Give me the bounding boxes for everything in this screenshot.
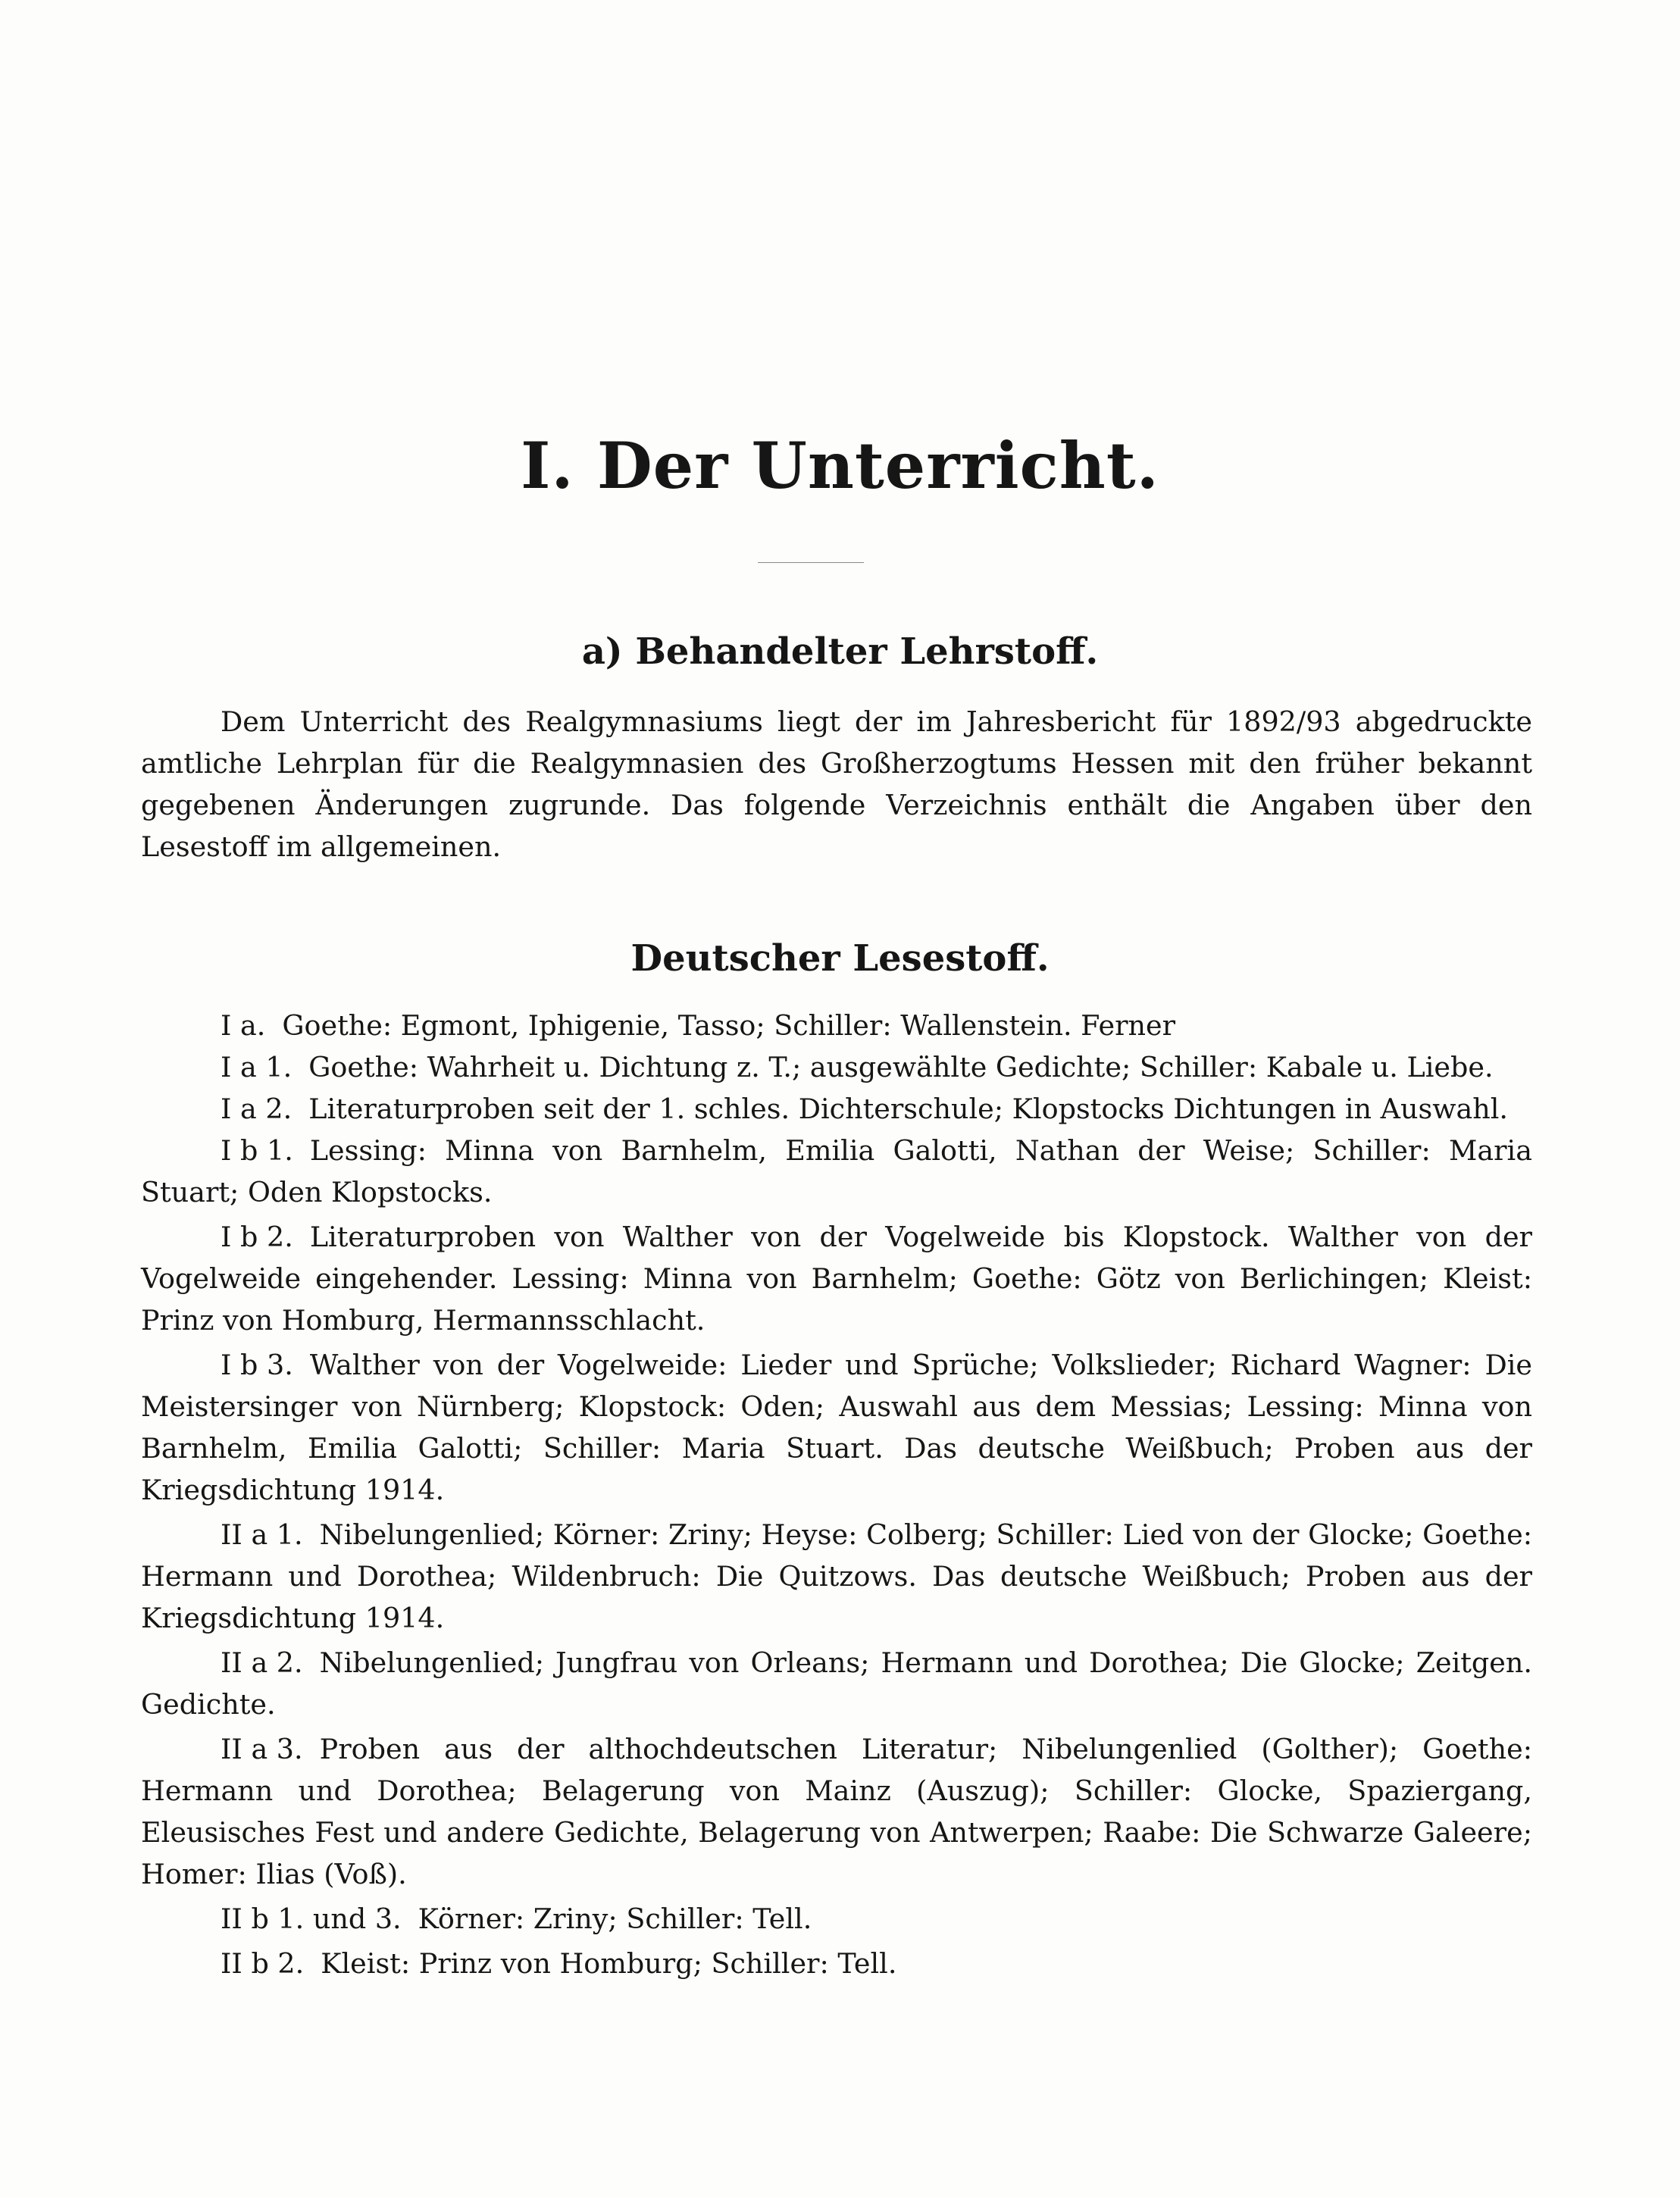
class-label: I a 1. bbox=[221, 1051, 293, 1083]
reading-entry bbox=[141, 1943, 1532, 1984]
reading-entry bbox=[141, 1046, 1532, 1088]
entry-text: Goethe: Wahrheit u. Dichtung z. T.; ausgewählte Gedichte; Schiller: Kabale u. Liebe. bbox=[308, 1051, 1494, 1083]
main-title: I. Der Unterricht. bbox=[521, 428, 1159, 503]
class-label: II b 2. bbox=[221, 1947, 305, 1980]
reading-list bbox=[141, 1005, 1532, 1984]
entry-text: Lessing: Minna von Barnhelm, Emilia Galotti, Nathan der Weise; Schiller: Maria Stuart; Oden Klopstocks. bbox=[141, 1134, 1532, 1208]
reading-entry bbox=[141, 1344, 1532, 1511]
class-label: I a 2. bbox=[221, 1093, 293, 1125]
class-label: II a 3. bbox=[221, 1733, 303, 1765]
entry-text: Goethe: Egmont, Iphigenie, Tasso; Schiller: Wallenstein. Ferner bbox=[282, 1009, 1176, 1042]
entry-text: Proben aus der althochdeutschen Literatur; Nibelungenlied (Golther); Goethe: Hermann und Dorothea; Belagerung von Mainz (Auszug); Schiller: Glocke, Spaziergang, Eleusisches Fest und andere Gedichte, Belagerung von Antwerpen; Raabe: Die Schwarze Galeere; Homer: Ilias (Voß). bbox=[141, 1733, 1532, 1890]
entry-text: Literaturproben seit der 1. schles. Dichterschule; Klopstocks Dichtungen in Auswahl. bbox=[308, 1093, 1509, 1125]
class-label: I a. bbox=[221, 1009, 266, 1042]
entry-text: Literaturproben von Walther von der Vogelweide bis Klopstock. Walther von der Vogelweide eingehender. Lessing: Minna von Barnhelm; Goethe: Götz von Berlichingen; Kleist: Prinz von Homburg, Hermannsschlacht. bbox=[141, 1221, 1532, 1337]
reading-entry bbox=[141, 1088, 1532, 1130]
reading-entry bbox=[141, 1642, 1532, 1725]
reading-entry bbox=[141, 1130, 1532, 1213]
class-label: II a 1. bbox=[221, 1518, 303, 1551]
reading-entry bbox=[141, 1728, 1532, 1895]
title-divider bbox=[758, 562, 864, 563]
entry-text: Nibelungenlied; Jungfrau von Orleans; Hermann und Dorothea; Die Glocke; Zeitgen. Gedichte. bbox=[141, 1646, 1532, 1721]
entry-text: Körner: Zriny; Schiller: Tell. bbox=[418, 1903, 812, 1935]
entry-text: Nibelungenlied; Körner: Zriny; Heyse: Colberg; Schiller: Lied von der Glocke; Goethe: Hermann und Dorothea; Wildenbruch: Die Quitzows. Das deutsche Weißbuch; Proben aus der Kriegsdichtung 1914. bbox=[141, 1518, 1532, 1634]
intro-paragraph: Dem Unterricht des Realgymnasiums liegt der im Jahresbericht für 1892/93 abgedruckte amtliche Lehrplan für die Realgymnasien des Großherzogtums Hessen mit den früher bekannt gegebenen Änderungen zugrunde. Das folgende Verzeichnis enthält die Angaben über den Lesestoff im allgemeinen. bbox=[141, 705, 1532, 863]
class-label: II b 1. und 3. bbox=[221, 1903, 402, 1935]
entry-text: Walther von der Vogelweide: Lieder und Sprüche; Volkslieder; Richard Wagner: Die Meistersinger von Nürnberg; Klopstock: Oden; Auswahl aus dem Messias; Lessing: Minna von Barnhelm, Emilia Galotti; Schiller: Maria Stuart. Das deutsche Weißbuch; Proben aus der Kriegsdichtung 1914. bbox=[141, 1349, 1532, 1506]
subsection-title: Deutscher Lesestoff. bbox=[630, 937, 1050, 980]
reading-entry bbox=[141, 1216, 1532, 1341]
class-label: II a 2. bbox=[221, 1646, 303, 1679]
class-label: I b 1. bbox=[221, 1134, 293, 1167]
section-title: a) Behandelter Lehrstoff. bbox=[581, 630, 1099, 673]
reading-entry bbox=[141, 1005, 1532, 1046]
class-label: I b 2. bbox=[221, 1221, 293, 1253]
entry-text: Kleist: Prinz von Homburg; Schiller: Tell. bbox=[321, 1947, 897, 1980]
class-label: I b 3. bbox=[221, 1349, 293, 1381]
reading-entry bbox=[141, 1898, 1532, 1940]
reading-entry bbox=[141, 1514, 1532, 1639]
